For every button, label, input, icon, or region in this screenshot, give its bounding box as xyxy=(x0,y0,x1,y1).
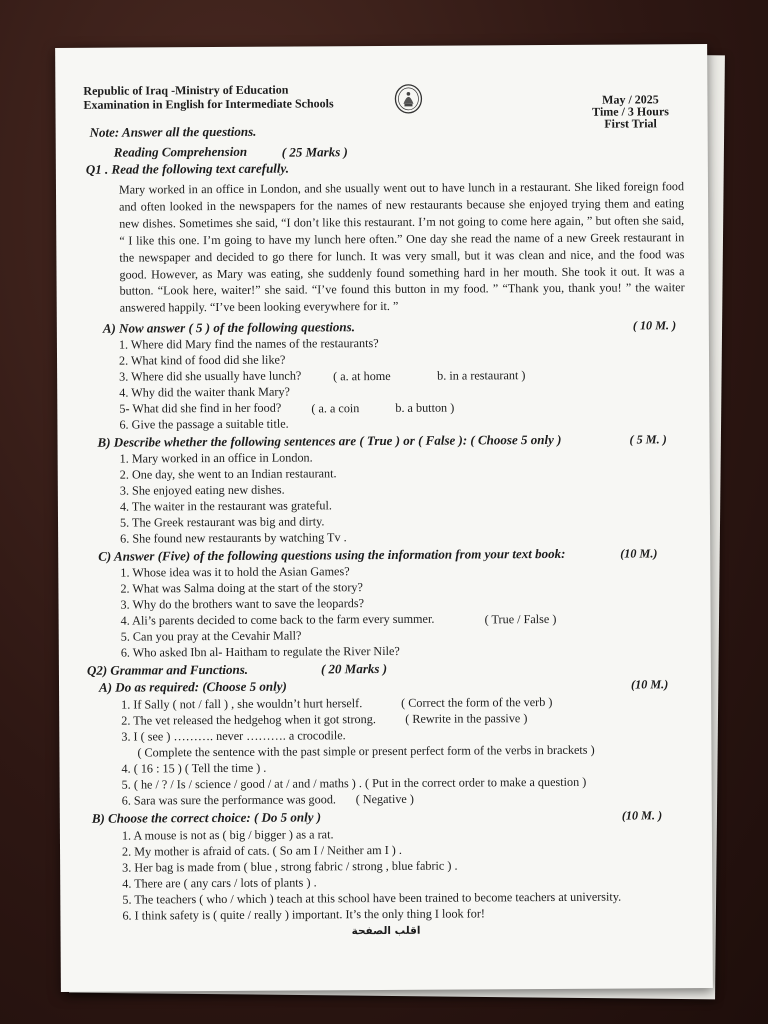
grammar-a-title: A) Do as required: (Choose 5 only) xyxy=(98,678,287,695)
header-trial: First Trial xyxy=(604,116,657,131)
grammar-a-q5: 5. ( he / ? / Is / science / good / at / and / maths ) . ( Put in the correct order to make a question ) xyxy=(121,774,587,792)
header-ministry: Republic of Iraq -Ministry of Education xyxy=(83,82,289,98)
reading-marks: ( 25 Marks ) xyxy=(281,144,348,160)
grammar-a-q3: 3. I ( see ) ………. never ………. a crocodile. xyxy=(121,728,346,744)
grammar-b-q2: 2. My mother is afraid of cats. ( So am I / Neither am I ) . xyxy=(121,842,402,859)
ministry-seal-icon xyxy=(394,84,422,114)
exam-content xyxy=(55,44,713,992)
section-a-q5-option-b: b. a button ) xyxy=(395,400,455,415)
header-date: May / 2025 xyxy=(602,92,659,107)
q2-title: Q2) Grammar and Functions. xyxy=(86,661,249,678)
section-c-q4-options: ( True / False ) xyxy=(484,611,557,627)
section-c-marks: (10 M.) xyxy=(620,546,658,561)
section-b-marks: ( 5 M. ) xyxy=(629,432,667,447)
section-a-q3-option-a: ( a. at home xyxy=(333,368,391,384)
section-c-q2: 2. What was Salma doing at the start of the story? xyxy=(120,580,363,596)
section-a-q5-option-a: ( a. a coin xyxy=(311,401,360,416)
section-a-title: A) Now answer ( 5 ) of the following questions. xyxy=(102,319,355,336)
header-exam-title: Examination in English for Intermediate Schools xyxy=(83,96,334,112)
turn-page-note: اقلب الصفحة xyxy=(351,924,421,938)
section-b-s5: 5. The Greek restaurant was big and dirty. xyxy=(119,514,325,530)
section-a-q6: 6. Give the passage a suitable title. xyxy=(119,416,289,432)
grammar-a-q6: 6. Sara was sure the performance was good. xyxy=(121,792,336,808)
section-c-q6: 6. Who asked Ibn al- Haitham to regulate the River Nile? xyxy=(120,643,400,660)
grammar-a-q3-instruction: ( Complete the sentence with the past simple or present perfect form of the verbs in brackets ) xyxy=(137,742,595,760)
section-b-s2: 2. One day, she went to an Indian restaurant. xyxy=(119,466,337,482)
section-b-s4: 4. The waiter in the restaurant was grateful. xyxy=(119,498,332,514)
q2-marks: ( 20 Marks ) xyxy=(320,660,388,677)
grammar-a-q1-instruction: ( Correct the form of the verb ) xyxy=(401,694,553,710)
section-c-q1: 1. Whose idea was it to hold the Asian Games? xyxy=(120,564,350,580)
section-a-q5: 5- What did she find in her food? xyxy=(119,400,282,416)
grammar-b-q3: 3. Her bag is made from ( blue , strong fabric / strong , blue fabric ) . xyxy=(122,858,458,875)
section-c-title: C) Answer (Five) of the following questions using the information from your text book: xyxy=(98,545,566,564)
section-c-q4: 4. Ali’s parents decided to come back to the farm every summer. xyxy=(120,611,435,628)
section-a-q3-option-b: b. in a restaurant ) xyxy=(437,368,526,383)
section-a-q2: 2. What kind of food did she like? xyxy=(118,352,286,368)
grammar-b-q6: 6. I think safety is ( quite / really ) important. It’s the only thing I look for! xyxy=(122,906,485,923)
section-a-q4: 4. Why did the waiter thank Mary? xyxy=(119,384,290,400)
reading-passage xyxy=(119,178,685,317)
header-time: Time / 3 Hours xyxy=(592,104,669,119)
grammar-a-q2-instruction: ( Rewrite in the passive ) xyxy=(405,711,528,726)
section-b-s3: 3. She enjoyed eating new dishes. xyxy=(119,482,285,498)
grammar-b-q4: 4. There are ( any cars / lots of plants ) . xyxy=(122,875,317,891)
reading-title: Reading Comprehension xyxy=(113,143,248,160)
grammar-b-q5: 5. The teachers ( who / which ) teach at this school have been trained to become teachers at university. xyxy=(122,889,622,907)
section-a-q1: 1. Where did Mary find the names of the restaurants? xyxy=(118,336,379,352)
section-b-s6: 6. She found new restaurants by watching Tv . xyxy=(120,530,347,546)
grammar-a-marks: (10 M.) xyxy=(630,677,669,692)
note: Note: Answer all the questions. xyxy=(89,123,257,140)
grammar-b-q1: 1. A mouse is not as ( big / bigger ) as a rat. xyxy=(121,827,334,843)
section-c-q3: 3. Why do the brothers want to save the leopards? xyxy=(120,596,365,612)
grammar-a-q4: 4. ( 16 : 15 ) ( Tell the time ) . xyxy=(121,760,267,776)
passage-text: Mary worked in an office in London, and she usually went out to have lunch in a restaurant. She liked foreign food and often looked in the newspapers for the names of new restaurants because she enjoyed trying them and eating new dishes. Sometimes she said, “I don’t like this restaurant. I’m not going to come here again, ” but often she said, “ I like this one. I’m going to have my lunch here often.” One day she read the name of a new Greek restaurant in the newspaper and decided to go there for lunch. It was very small, but it was clean and nice, and the food was good. However, as Mary was eating, she suddenly found something hard in her mouth. She took it out. It was a button. “Look here, waiter!” she said. “I’ve found this button in my food. ” “Thank you, thank you! ” the waiter answered happily. “I’ve been looking everywhere for it. ” xyxy=(118,179,685,315)
exam-paper xyxy=(55,44,713,992)
q1-instruction: Q1 . Read the following text carefully. xyxy=(85,160,290,177)
grammar-a-q6-instruction: ( Negative ) xyxy=(355,791,414,807)
section-c-q5: 5. Can you pray at the Cevahir Mall? xyxy=(120,628,302,644)
grammar-a-q2: 2. The vet released the hedgehog when it got strong. xyxy=(121,712,376,728)
grammar-a-q1: 1. If Sally ( not / fall ) , she wouldn’t hurt herself. xyxy=(121,696,363,712)
section-b-s1: 1. Mary worked in an office in London. xyxy=(119,450,313,466)
section-b-title: B) Describe whether the following sentences are ( True ) or ( False ): ( Choose 5 only ) xyxy=(97,431,562,450)
grammar-b-marks: (10 M. ) xyxy=(621,808,663,823)
section-a-marks: ( 10 M. ) xyxy=(632,318,677,333)
section-a-q3: 3. Where did she usually have lunch? xyxy=(119,368,302,384)
grammar-b-title: B) Choose the correct choice: ( Do 5 only ) xyxy=(91,809,322,826)
